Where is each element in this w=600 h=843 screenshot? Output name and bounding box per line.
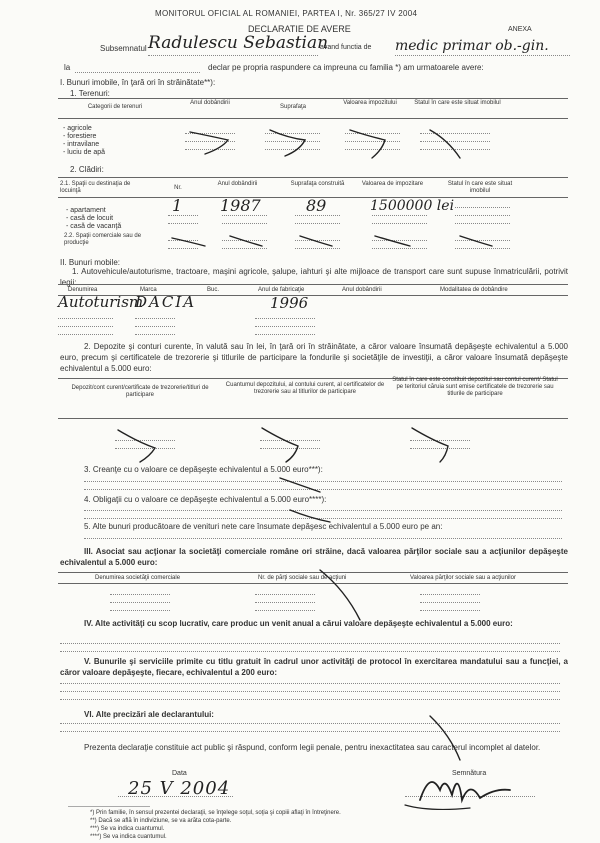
th-valoarea-impozitare: Valoarea de impozitare <box>361 181 424 187</box>
obligatii-text: 4. Obligaţii cu o valoare ce depăşeşte echivalentul a 5.000 euro****): <box>84 495 327 504</box>
data-value: 25 V 2004 <box>128 778 231 799</box>
la-label: la <box>64 63 71 72</box>
section-5-title: V. Bunurile şi serviciile primite cu titlu gratuit în cadrul unor activităţi de protocol în exercitarea mandatului sau a funcţiei, a căror valoare depăşeşte, fiecare, echivalentul a 200 euro: <box>60 657 568 677</box>
depozite-text: 2. Depozite şi conturi curente, în valută sau în lei, în ţară ori în străinătate, a căror valoare însumată depăşeşte echivalentul a 5.000 euro, precum şi certificatele de trezorerie şi titlurile de participare la fondurile şi societăţile de investiţii, a căror valoare însumată depăşeşte echivalentul a 5.000 euro: <box>60 342 568 373</box>
th-anul-fabricatie: Anul de fabricaţie <box>258 287 305 293</box>
th-buc: Buc. <box>207 287 220 293</box>
creante-text: 3. Creanţe cu o valoare ce depăşeşte echivalentul a 5.000 euro***): <box>84 465 323 474</box>
autovehicule-text: 1. Autovehicule/autoturisme, tractoare, maşini agricole, şalupe, iahturi şi alte mijloace de transport care sunt supuse înmatriculării, potrivit legii: <box>60 267 568 287</box>
cancel-stroke <box>375 236 410 246</box>
alte-bunuri-text: 5. Alte bunuri producătoare de venituri nete care însumate depăşesc echivalentul a 5.000 euro pe an: <box>84 522 443 531</box>
document-title: DECLARATIE DE AVERE <box>248 24 351 34</box>
th-anul-dobandirii: Anul dobândirii <box>342 287 382 293</box>
section-3-title: III. Asociat sau acţionar la societăţi comerciale române ori străine, dacă valoarea părţilor sociale sau a acţiunilor depăşeşte echivalentul a 5.000 euro: <box>60 547 568 567</box>
cancel-stroke <box>172 238 205 246</box>
monitor-header: MONITORUL OFICIAL AL ROMANIEI, PARTEA I, Nr. 365/27 IV 2004 <box>155 9 418 18</box>
th-spatii-locuinta: 2.1. Spaţii cu destinaţia de locuinţă <box>60 181 131 194</box>
anexa-label: ANEXA <box>508 26 532 33</box>
th-statul-depozit: Statul în care este constituit depozitul sau contul curent/ Statul pe teritoriul căruia sunt emise certificatele de trezorerie sau titlurile de participare <box>392 377 558 397</box>
th-statul: Statul în care este situat imobilul <box>414 100 501 106</box>
th-denumirea: Denumirea <box>68 287 98 293</box>
teren-row: - agricole <box>63 125 92 132</box>
cancel-stroke <box>270 130 305 156</box>
th-denumirea-societatii: Denumirea societăţii comerciale <box>95 575 181 581</box>
cancel-stroke <box>320 570 360 620</box>
closing-statement: Prezenta declaraţie constituie act public şi răspund, conform legii penale, pentru inexactitatea sau caracterul incomplet al datelor. <box>84 743 541 752</box>
data-label: Data <box>172 770 187 777</box>
semnatura-label: Semnătura <box>452 770 487 777</box>
cancel-stroke <box>290 510 330 522</box>
footnote: ***) Se va indica cuantumul. <box>90 826 165 832</box>
cancel-stroke <box>350 130 385 158</box>
teren-row: - forestiere <box>63 133 97 140</box>
signature-mark <box>420 782 510 800</box>
signature-mark <box>405 805 470 809</box>
avand-functia-label: avand functia de <box>320 44 372 51</box>
th-categorii: Categorii de terenuri <box>87 104 143 110</box>
auto-marca-value: DACIA <box>135 293 197 311</box>
section-2-title: II. Bunuri mobile: <box>60 258 121 267</box>
cancel-stroke <box>262 428 298 462</box>
cladire-anul-value: 1987 <box>220 196 261 215</box>
th-suprafata: Suprafaţa <box>279 104 307 110</box>
th-anul: Anul dobândirii <box>190 100 230 106</box>
cladire-suprafata-value: 89 <box>306 196 327 215</box>
terenuri-title: 1. Terenuri: <box>70 89 110 98</box>
cancel-stroke <box>280 478 320 492</box>
cancel-stroke <box>412 428 448 462</box>
footnote: *) Prin familie, în sensul prezentei declaraţii, se înţelege soţul, soţia şi copiii aflaţi în întreţinere. <box>90 810 341 816</box>
section-4-title: IV. Alte activităţi cu scop lucrativ, care produc un venit anual a cărui valoare depăşeşte echivalentul a 5.000 euro: <box>84 619 513 628</box>
cladire-row: - casă de vacanţă <box>66 223 122 230</box>
section-6-title: VI. Alte precizări ale declarantului: <box>84 710 214 719</box>
th-statul-cladiri: Statul în care este situat imobilul <box>447 181 513 194</box>
cancel-stroke <box>118 430 155 462</box>
cancel-stroke <box>430 716 460 760</box>
teren-row: - luciu de apă <box>63 149 106 156</box>
teren-row: - intravilane <box>63 141 100 148</box>
cladire-row: - apartament <box>66 207 106 214</box>
declar-text: declar pe propria raspundere ca impreuna cu familia *) am urmatoarele avere: <box>208 63 484 72</box>
cladiri-title: 2. Clădiri: <box>70 165 104 174</box>
cladire-row: - casă de locuit <box>66 215 114 222</box>
th-valoarea: Valoarea impozitului <box>343 100 397 106</box>
th-suprafata-construita: Suprafaţa construită <box>290 181 345 187</box>
cancel-stroke <box>460 236 492 246</box>
subsemnatul-label: Subsemnatul <box>100 44 147 53</box>
th-marca: Marca <box>140 287 157 293</box>
th-nr-parti: Nr. de părţi sociale sau de acţiuni <box>258 575 347 581</box>
footnote: ****) Se va indica cuantumul. <box>90 834 167 840</box>
cladire-valoarea-value: 1500000 lei <box>370 198 455 214</box>
footnote: **) Dacă se află în indiviziune, se va arăta cota-parte. <box>90 818 232 824</box>
auto-denumire-value: Autoturism <box>58 293 144 311</box>
cancel-stroke <box>230 236 262 246</box>
th-modalitatea: Modalitatea de dobândire <box>440 287 508 293</box>
functia-value: medic primar ob.-gin. <box>395 38 549 54</box>
th-cuantumul: Cuantumul depozitului, al contului curent, al certificatelor de trezorerie sau al titlurilor de participare <box>225 382 385 395</box>
th-nr: Nr. <box>174 185 182 191</box>
th-valoarea-parti: Valoarea părţilor sociale sau a acţiunilor <box>410 575 516 581</box>
cladire-nr-value: 1 <box>172 196 183 215</box>
declarant-name: Radulescu Sebastian <box>148 33 329 53</box>
spatii-comerciale-label: 2.2. Spaţii comerciale sau de producţie <box>64 233 142 246</box>
cancel-stroke <box>190 132 228 154</box>
cancel-stroke <box>430 130 460 158</box>
auto-anul-value: 1996 <box>270 294 309 312</box>
section-1-title: I. Bunuri imobile, în ţară ori în străinătate**): <box>60 78 216 87</box>
th-anul-cladiri: Anul dobândirii <box>217 181 258 187</box>
th-depozit: Depozit/cont curent/certificate de trezorerie/titluri de participare <box>71 385 209 398</box>
cancel-stroke <box>300 236 332 246</box>
